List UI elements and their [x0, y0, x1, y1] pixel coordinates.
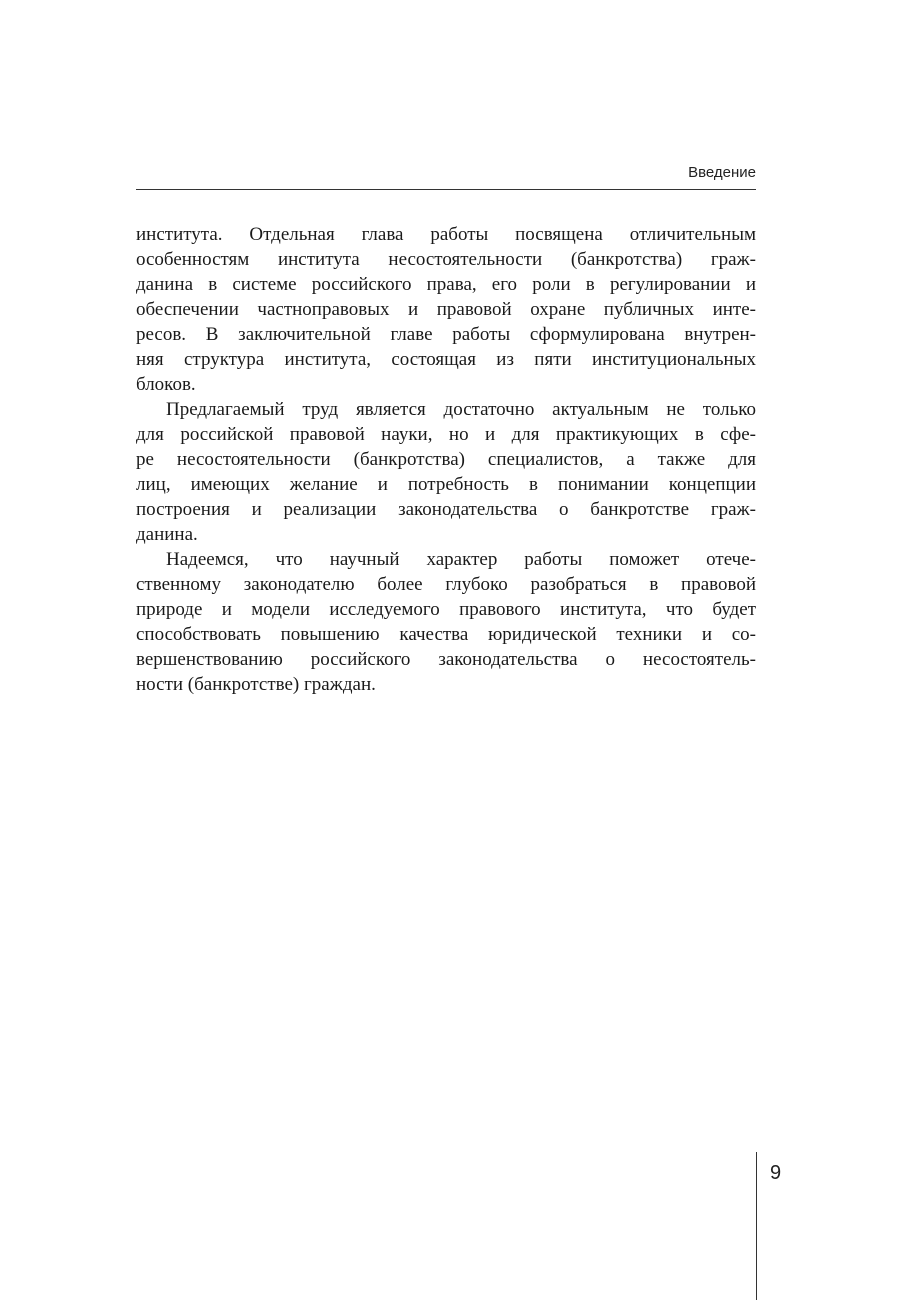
text-line: блоков.: [136, 374, 196, 395]
text-line: лиц, имеющих желание и потребность в понимании концепции: [136, 474, 756, 495]
header-rule: [136, 189, 756, 190]
text-line: построения и реализации законодательства о банкротстве граж-: [136, 499, 756, 520]
text-line: способствовать повышению качества юридической техники и со-: [136, 624, 756, 645]
text-line: Предлагаемый труд является достаточно актуальным не только: [166, 399, 756, 420]
text-line: обеспечении частноправовых и правовой охране публичных инте-: [136, 299, 756, 320]
text-line: природе и модели исследуемого правового института, что будет: [136, 599, 756, 620]
text-line: ре несостоятельности (банкротства) специалистов, а также для: [136, 449, 756, 470]
text-line: вершенствованию российского законодательства о несостоятель-: [136, 649, 756, 670]
paragraph-2: [136, 397, 756, 547]
running-header: Введение: [688, 164, 756, 181]
body-text: [136, 222, 756, 697]
margin-rule: [756, 1152, 757, 1300]
text-line: ности (банкротстве) граждан.: [136, 674, 376, 695]
text-line: ресов. В заключительной главе работы сформулирована внутрен-: [136, 324, 756, 345]
text-line: особенностям института несостоятельности (банкротства) граж-: [136, 249, 756, 270]
text-line: данина.: [136, 524, 198, 545]
text-line: для российской правовой науки, но и для практикующих в сфе-: [136, 424, 756, 445]
text-line: ственному законодателю более глубоко разобраться в правовой: [136, 574, 756, 595]
paragraph-3: [136, 547, 756, 697]
text-line: няя структура института, состоящая из пяти институциональных: [136, 349, 756, 370]
paragraph-1: [136, 222, 756, 397]
text-line: института. Отдельная глава работы посвящена отличительным: [136, 224, 756, 245]
text-line: данина в системе российского права, его роли в регулировании и: [136, 274, 756, 295]
text-line: Надеемся, что научный характер работы поможет отече-: [166, 549, 756, 570]
page-number: 9: [770, 1162, 782, 1184]
